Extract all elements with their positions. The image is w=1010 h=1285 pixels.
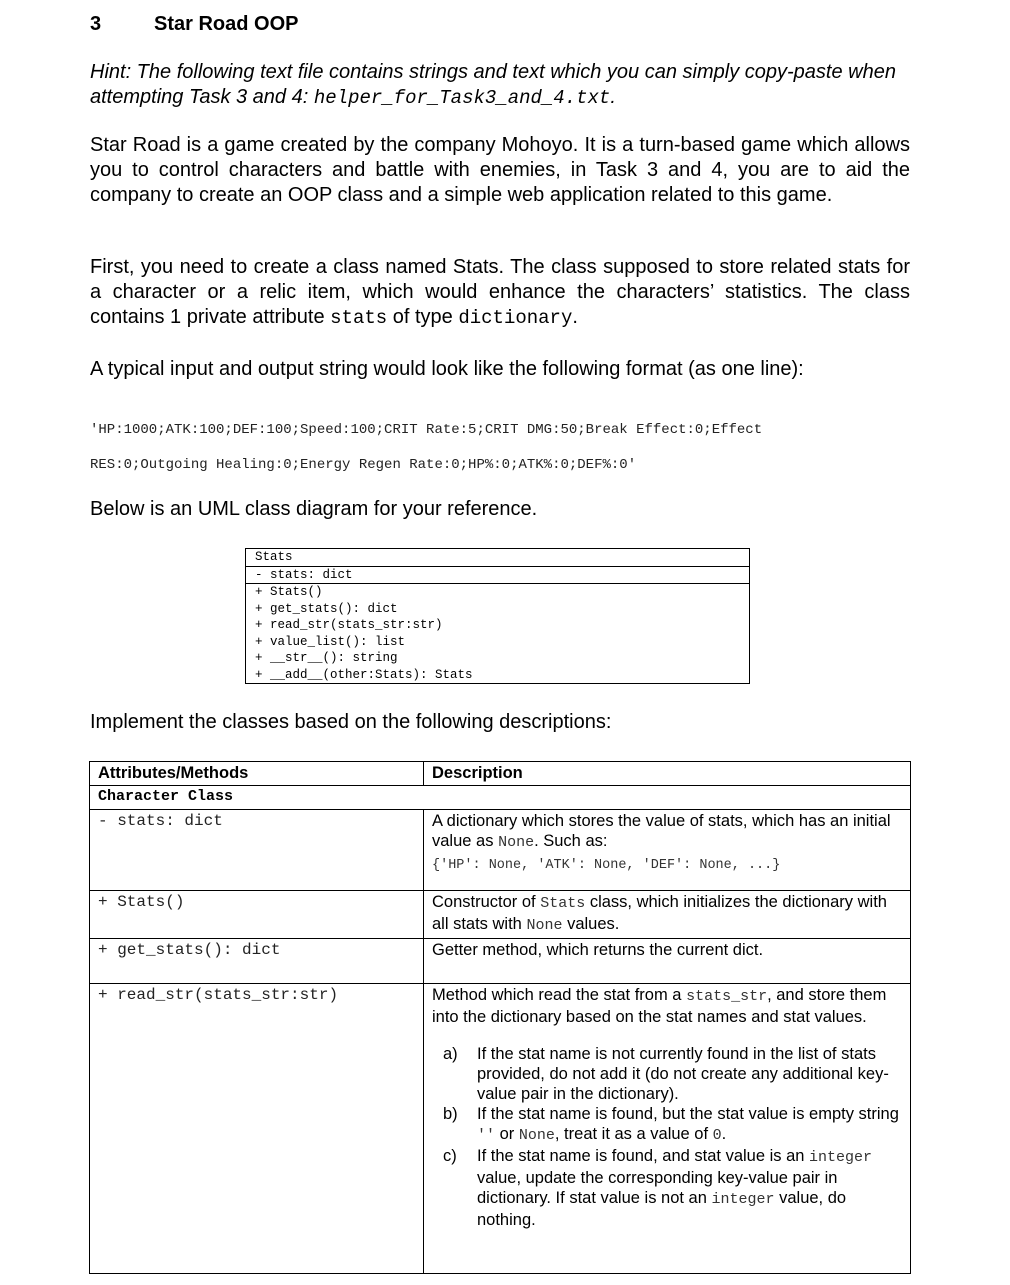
row-description <box>424 810 911 891</box>
section-heading: Star Road OOP <box>154 13 299 35</box>
desc-code: stats_str <box>686 988 768 1005</box>
first-period: . <box>572 306 578 328</box>
table-row <box>90 891 911 939</box>
description-table <box>89 761 911 1274</box>
list-item <box>443 1044 902 1104</box>
desc-code: Stats <box>540 895 586 912</box>
list-item <box>443 1104 902 1146</box>
uml-methods-section <box>246 583 749 683</box>
list-code: integer <box>711 1191 775 1208</box>
list-text: value, update the corresponding key-value pair in dictionary. If stat value is not an <box>477 1169 838 1207</box>
desc-code: None <box>526 917 563 934</box>
list-text: If the stat name is found, and stat value is an <box>477 1147 805 1165</box>
section-number: 3 <box>90 13 102 35</box>
list-code: None <box>518 1127 555 1144</box>
example-code-line-2: RES:0;Outgoing Healing:0;Energy Regen Rate:0;HP%:0;ATK%:0;DEF%:0' <box>90 457 637 473</box>
uml-method: + __add__(other:Stats): Stats <box>255 667 473 682</box>
header-description: Description <box>424 762 911 786</box>
implement-paragraph: Implement the classes based on the following descriptions: <box>90 711 612 733</box>
table-header-row <box>90 762 911 786</box>
row-name: - stats: dict <box>90 810 424 891</box>
row-description <box>424 984 911 1274</box>
uml-method: + value_list(): list <box>255 634 406 649</box>
row-name: + read_str(stats_str:str) <box>90 984 424 1274</box>
list-text: or <box>499 1125 515 1143</box>
uml-method: + Stats() <box>255 585 323 599</box>
row-description <box>424 891 911 939</box>
list-text: value, do nothing. <box>477 1189 847 1229</box>
desc-text: class, which initializes the dictionary with all stats with <box>432 893 887 933</box>
rules-list <box>432 1044 902 1230</box>
table-row <box>90 810 911 891</box>
desc-text: , and store them into the dictionary based on the stat names and stat values. <box>432 986 887 1026</box>
list-code: 0 <box>712 1127 722 1144</box>
list-text: . <box>721 1125 727 1143</box>
desc-text: values. <box>567 915 620 933</box>
hint-paragraph <box>90 60 910 111</box>
first-paragraph <box>90 255 910 331</box>
section-title <box>90 13 298 36</box>
table-row <box>90 984 911 1274</box>
uml-class-name-section <box>246 549 749 566</box>
list-code: '' <box>477 1127 496 1144</box>
uml-attributes-section <box>246 566 749 584</box>
first-text: First, you need to create a class named Stats. The class supposed to store related stats for a character or a relic item, which would enhance the characters’ statistics. The class contains 1 private attribute <box>90 256 910 328</box>
hint-filename: helper_for_Task3_and_4.txt <box>313 87 611 109</box>
table-class-row <box>90 786 911 810</box>
uml-method: + read_str(stats_str:str) <box>255 618 443 632</box>
uml-class-name: Stats <box>255 550 293 564</box>
hint-text: Hint: The following text file contains strings and text which you can simply copy-paste when attempting Task 3 and 4: <box>90 61 896 108</box>
row-name: + get_stats(): dict <box>90 939 424 984</box>
list-text: If the stat name is found, but the stat value is empty string <box>477 1105 899 1123</box>
uml-attribute: - stats: dict <box>255 567 353 582</box>
desc-text: A dictionary which stores the value of stats, which has an initial value as <box>432 812 891 850</box>
desc-example-code: {'HP': None, 'ATK': None, 'DEF': None, ...} <box>432 858 781 873</box>
typical-paragraph: A typical input and output string would look like the following format (as one line): <box>90 358 804 380</box>
uml-class-diagram <box>245 548 750 684</box>
list-item <box>443 1146 902 1230</box>
hint-period: . <box>610 86 616 108</box>
desc-code: None <box>498 834 535 851</box>
desc-text: Constructor of <box>432 893 536 911</box>
first-mid-text: of type <box>392 306 453 328</box>
example-code-line-1: 'HP:1000;ATK:100;DEF:100;Speed:100;CRIT Rate:5;CRIT DMG:50;Break Effect:0;Effect <box>90 422 763 438</box>
uml-method: + __str__(): string <box>255 651 398 665</box>
uml-method: + get_stats(): dict <box>255 601 398 616</box>
uml-intro-paragraph: Below is an UML class diagram for your reference. <box>90 498 538 520</box>
list-code: integer <box>809 1149 873 1166</box>
intro-paragraph: Star Road is a game created by the company Mohoyo. It is a turn-based game which allows you to control characters and battle with enemies, in Task 3 and 4, you are to aid the company to create an OOP class and a simple web application related to this game. <box>90 134 910 206</box>
list-marker: a) <box>443 1045 458 1063</box>
row-description: Getter method, which returns the current dict. <box>424 939 911 984</box>
list-marker: b) <box>443 1105 458 1123</box>
class-row-label: Character Class <box>90 786 911 810</box>
first-type-code: dictionary <box>458 307 573 329</box>
desc-text: . Such as: <box>534 832 608 850</box>
list-text: If the stat name is not currently found in the list of stats provided, do not add it (do not create any additional key-value pair in the dictionary). <box>477 1045 889 1103</box>
desc-text: Method which read the stat from a <box>432 986 682 1004</box>
table-row <box>90 939 911 984</box>
first-attr-code: stats <box>330 307 388 329</box>
list-marker: c) <box>443 1147 457 1165</box>
row-name: + Stats() <box>90 891 424 939</box>
list-text: , treat it as a value of <box>554 1125 709 1143</box>
header-attributes-methods: Attributes/Methods <box>90 762 424 786</box>
